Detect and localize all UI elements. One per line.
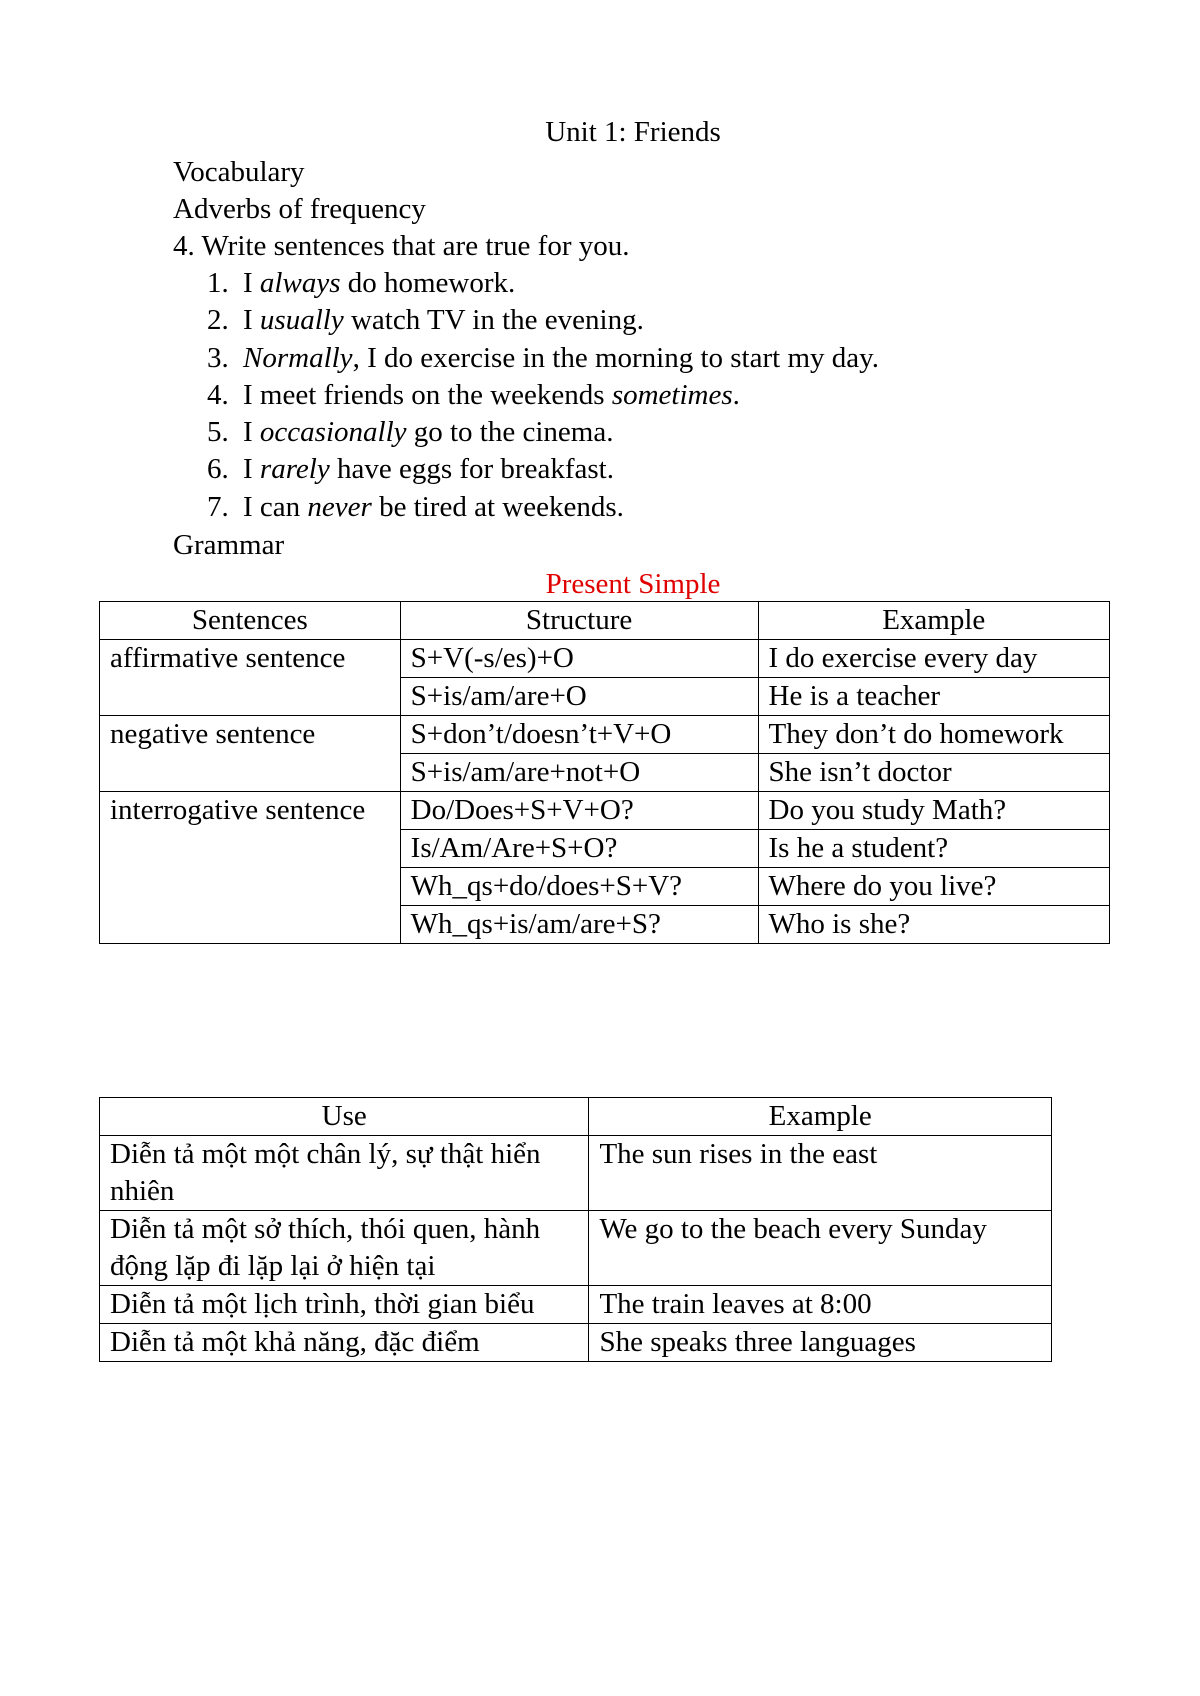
column-header: Example xyxy=(758,602,1110,640)
structure-cell: Wh_qs+do/does+S+V? xyxy=(400,868,758,906)
use-table xyxy=(99,1097,1052,1362)
example-cell: She speaks three languages xyxy=(589,1324,1052,1362)
list-item: 7. I can never be tired at weekends. xyxy=(207,490,624,523)
list-item: 2. I usually watch TV in the evening. xyxy=(207,304,644,337)
structure-cell: S+V(-s/es)+O xyxy=(400,640,758,678)
list-item: 6. I rarely have eggs for breakfast. xyxy=(207,453,614,486)
table-row xyxy=(100,792,1110,830)
sentence-type-cell: interrogative sentence xyxy=(100,792,401,944)
page-title: Unit 1: Friends xyxy=(545,116,721,148)
table-row xyxy=(100,1324,1052,1362)
use-cell: Diễn tả một lịch trình, thời gian biểu xyxy=(100,1286,589,1324)
sentence-type-cell: negative sentence xyxy=(100,716,401,792)
list-item: 4. I meet friends on the weekends sometimes. xyxy=(207,378,740,411)
example-cell: They don’t do homework xyxy=(758,716,1110,754)
column-header: Example xyxy=(589,1098,1052,1136)
structure-cell: Wh_qs+is/am/are+S? xyxy=(400,906,758,944)
column-header: Sentences xyxy=(100,602,401,640)
grammar-heading: Grammar xyxy=(173,529,285,561)
use-cell: Diễn tả một khả năng, đặc điểm xyxy=(100,1324,589,1362)
use-cell: Diễn tả một một chân lý, sự thật hiển nhiên xyxy=(100,1136,589,1211)
structure-cell: S+don’t/doesn’t+V+O xyxy=(400,716,758,754)
table-row xyxy=(100,1286,1052,1324)
structure-cell: S+is/am/are+O xyxy=(400,678,758,716)
table-row xyxy=(100,1136,1052,1211)
example-cell: Where do you live? xyxy=(758,868,1110,906)
present-simple-table xyxy=(99,601,1110,944)
structure-cell: Do/Does+S+V+O? xyxy=(400,792,758,830)
use-cell: Diễn tả một sở thích, thói quen, hành động lặp đi lặp lại ở hiện tại xyxy=(100,1211,589,1286)
table-row xyxy=(100,1211,1052,1286)
example-cell: I do exercise every day xyxy=(758,640,1110,678)
example-cell: We go to the beach every Sunday xyxy=(589,1211,1052,1286)
example-cell: Do you study Math? xyxy=(758,792,1110,830)
example-cell: Who is she? xyxy=(758,906,1110,944)
example-cell: He is a teacher xyxy=(758,678,1110,716)
table-row xyxy=(100,716,1110,754)
vocabulary-heading: Vocabulary xyxy=(173,156,305,188)
table-header-row xyxy=(100,1098,1052,1136)
present-simple-heading: Present Simple xyxy=(545,568,721,600)
exercise-heading: 4. Write sentences that are true for you. xyxy=(173,230,630,262)
sentence-list xyxy=(207,265,879,526)
example-cell: The train leaves at 8:00 xyxy=(589,1286,1052,1324)
example-cell: Is he a student? xyxy=(758,830,1110,868)
list-item: 3. Normally, I do exercise in the morning to start my day. xyxy=(207,341,879,374)
column-header: Structure xyxy=(400,602,758,640)
adverbs-heading: Adverbs of frequency xyxy=(173,193,426,225)
table-header-row xyxy=(100,602,1110,640)
example-cell: She isn’t doctor xyxy=(758,754,1110,792)
table-row xyxy=(100,640,1110,678)
list-item: 1. I always do homework. xyxy=(207,267,516,299)
sentence-type-cell: affirmative sentence xyxy=(100,640,401,716)
structure-cell: S+is/am/are+not+O xyxy=(400,754,758,792)
column-header: Use xyxy=(100,1098,589,1136)
structure-cell: Is/Am/Are+S+O? xyxy=(400,830,758,868)
list-item: 5. I occasionally go to the cinema. xyxy=(207,416,614,449)
example-cell: The sun rises in the east xyxy=(589,1136,1052,1211)
